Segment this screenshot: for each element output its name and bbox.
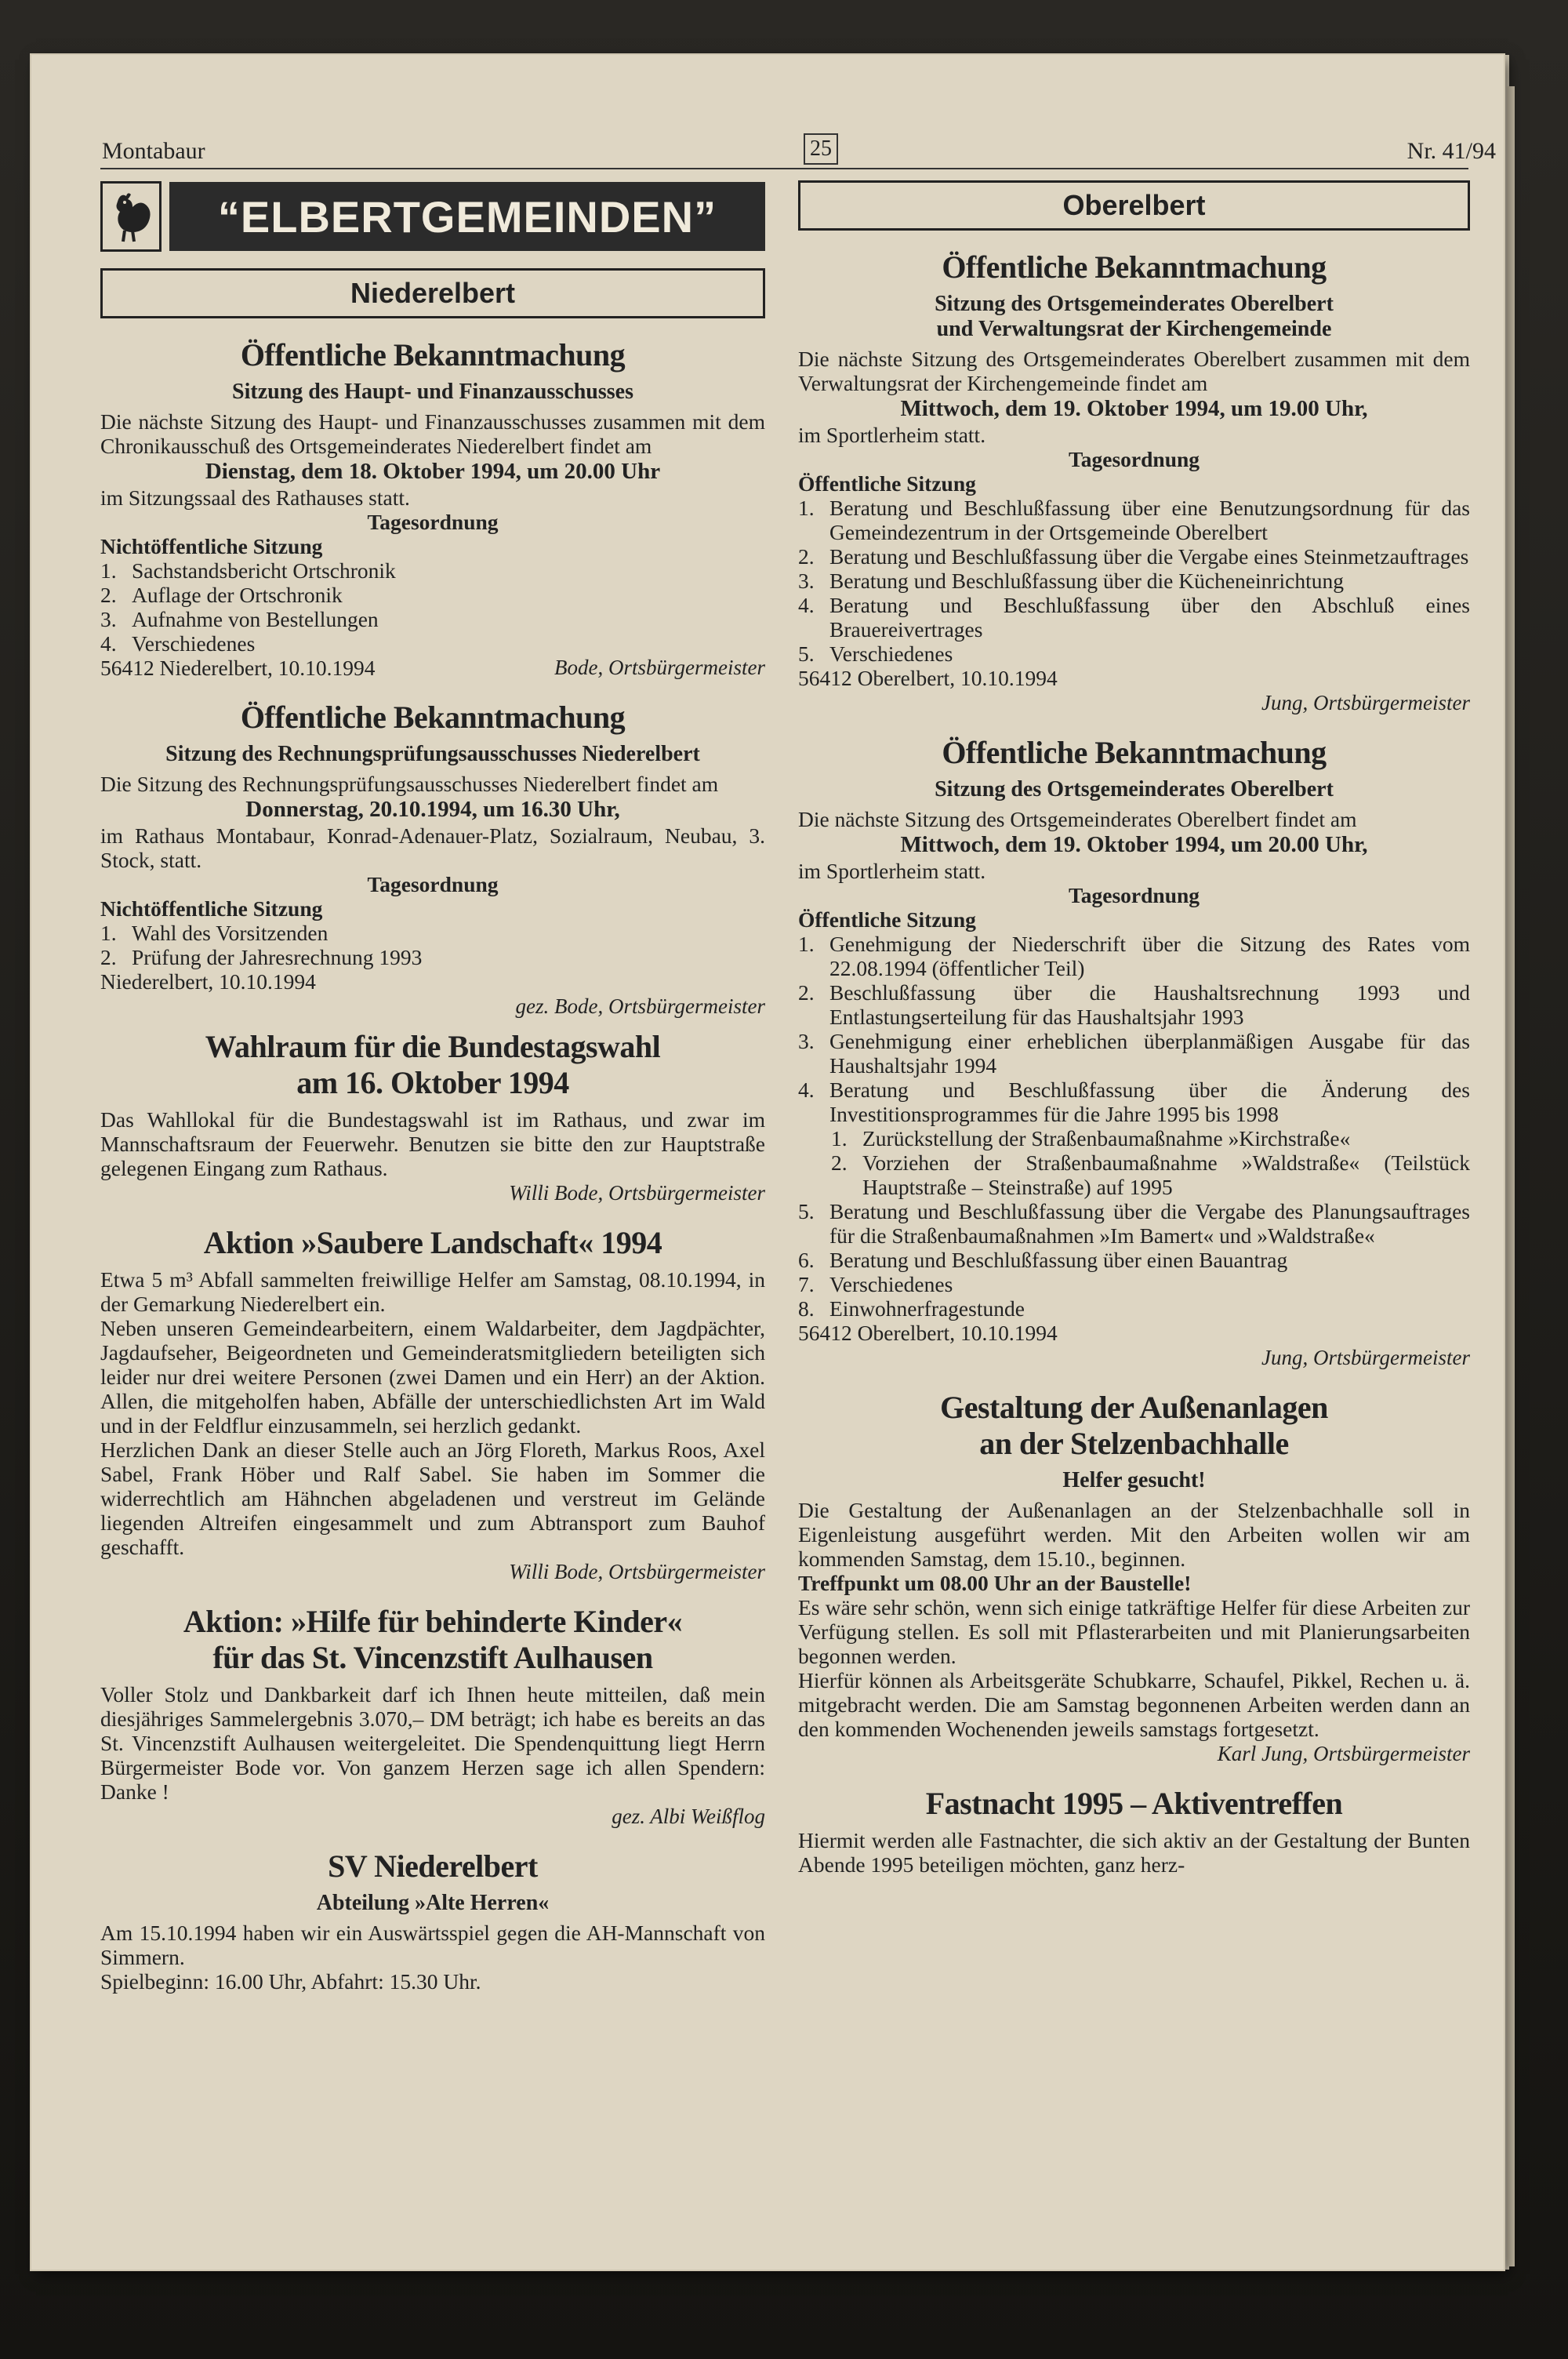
article-stelzenbachhalle bbox=[798, 1390, 1470, 1767]
article-text: Es wäre sehr schön, wenn sich einige tatkräftige Helfer für diese Arbeiten zur Verfügung stellen. Es soll mit Pflasterarbeiten und mit Planierungsarbeiten begonnen werden. bbox=[798, 1595, 1470, 1668]
article-ortsgemeinderat-verwaltungsrat bbox=[798, 249, 1470, 716]
article-text: Neben unseren Gemeindearbeitern, einem Waldarbeiter, dem Jagdpächter, Jagdaufseher, Beigeordneten und Gemeinderatsmitgliedern beteiligten sich leider nur drei weitere Personen (zwei Damen und ein Herr) an der Aktion. Allen, die mitgeholfen haben, Abfälle der unterschiedlichsten Art im Wald und in der Feldflur einzusammeln, sei herzlich gedankt. bbox=[100, 1316, 765, 1438]
signature: gez. Albi Weißflog bbox=[612, 1805, 765, 1828]
title-line: am 16. Oktober 1994 bbox=[296, 1065, 569, 1100]
list-item: 1. Wahl des Vorsitzenden bbox=[100, 921, 328, 945]
meeting-place: im Rathaus Montabaur, Konrad-Adenauer-Platz, Sozialraum, Neubau, 3. Stock, statt. bbox=[100, 823, 765, 872]
article-text: Das Wahllokal für die Bundestagswahl ist im Rathaus, und zwar im Mannschaftsraum der Feuerwehr. Benutzen sie bitte den zur Hauptstraße gelegenen Eingang zum Rathaus. bbox=[100, 1107, 765, 1180]
list-item: 4. Beratung und Beschlußfassung über den Abschluß eines Brauereivertrages bbox=[798, 593, 1470, 642]
article-text: Hierfür können als Arbeitsgeräte Schubkarre, Schaufel, Pikkel, Rechen u. ä. mitgebracht werden. Die am Samstag begonnenen Arbeiten werden dann an den kommenden Wochenenden jeweils samstags fortgesetzt. bbox=[798, 1668, 1470, 1741]
dateline: 56412 Oberelbert, 10.10.1994 bbox=[798, 666, 1058, 690]
section-heading-niederelbert: Niederelbert bbox=[100, 268, 765, 318]
article-text: Herzlichen Dank an dieser Stelle auch an Jörg Floreth, Markus Roos, Axel Sabel, Frank Höber und Ralf Sabel. Sie haben im Sommer die widerrechtlich am Hähnchen abgeladenen und verstreut im Gelände liegenden Altreifen eingesammelt und zum Abtransport zum Bauhof geschafft. bbox=[100, 1438, 765, 1559]
session-label: Öffentliche Sitzung bbox=[798, 907, 976, 932]
meeting-date: Dienstag, dem 18. Oktober 1994, um 20.00 Uhr bbox=[205, 459, 661, 484]
list-item: 8. Einwohnerfragestunde bbox=[798, 1296, 1025, 1321]
article-title bbox=[100, 1604, 765, 1676]
article-saubere-landschaft bbox=[100, 1225, 765, 1585]
title-line: an der Stelzenbachhalle bbox=[979, 1426, 1289, 1461]
signature: Jung, Ortsbürgermeister bbox=[1261, 1346, 1470, 1369]
article-intro: Die Sitzung des Rechnungsprüfungsausschusses Niederelbert findet am bbox=[100, 772, 719, 796]
list-item: 3. Genehmigung einer erheblichen überplanmäßigen Ausgabe für das Haushaltsjahr 1994 bbox=[798, 1029, 1470, 1078]
article-sv-niederelbert bbox=[100, 1848, 765, 1994]
signature: Bode, Ortsbürgermeister bbox=[554, 656, 765, 679]
article-rechnungspruefung bbox=[100, 700, 765, 1020]
article-subtitle: Sitzung des Ortsgemeinderates Oberelbert bbox=[935, 777, 1334, 801]
session-label: Nichtöffentliche Sitzung bbox=[100, 534, 323, 558]
list-item: 1. Zurückstellung der Straßenbaumaßnahme »Kirchstraße« bbox=[831, 1126, 1351, 1150]
article-intro: Die nächste Sitzung des Ortsgemeinderates Oberelbert zusammen mit dem Verwaltungsrat der Kirchengemeinde findet am bbox=[798, 347, 1470, 395]
agenda-label: Tagesordnung bbox=[367, 510, 499, 534]
right-column bbox=[798, 180, 1470, 1877]
page-header bbox=[71, 133, 1496, 168]
session-label: Nichtöffentliche Sitzung bbox=[100, 896, 323, 921]
list-item: 1. Beratung und Beschlußfassung über eine Benutzungsordnung für das Gemeindezentrum in der Ortsgemeinde Oberelbert bbox=[798, 496, 1470, 544]
list-item: 2. Prüfung der Jahresrechnung 1993 bbox=[100, 945, 423, 969]
article-hilfe-behinderte-kinder bbox=[100, 1604, 765, 1830]
article-haupt-finanzausschuss bbox=[100, 337, 765, 681]
list-item: 4. Verschiedenes bbox=[100, 631, 256, 656]
article-title: Öffentliche Bekanntmachung bbox=[942, 735, 1327, 770]
list-item: 3. Aufnahme von Bestellungen bbox=[100, 607, 379, 631]
article-title: Öffentliche Bekanntmachung bbox=[942, 249, 1327, 285]
left-column bbox=[100, 180, 765, 1994]
list-item: 3. Beratung und Beschlußfassung über die Kücheneinrichtung bbox=[798, 569, 1345, 593]
header-rule bbox=[100, 168, 1468, 169]
section-banner bbox=[100, 180, 765, 253]
agenda-list bbox=[100, 558, 765, 656]
title-line: Gestaltung der Außenanlagen bbox=[940, 1390, 1328, 1425]
meeting-place: im Sportlerheim statt. bbox=[798, 859, 986, 883]
title-line: für das St. Vincenzstift Aulhausen bbox=[212, 1640, 653, 1675]
article-title bbox=[100, 1029, 765, 1101]
meeting-place: im Sitzungssaal des Rathauses statt. bbox=[100, 485, 410, 510]
list-item: 2. Beratung und Beschlußfassung über die Vergabe eines Steinmetzauftrages bbox=[798, 544, 1469, 569]
meeting-date: Donnerstag, 20.10.1994, um 16.30 Uhr, bbox=[245, 797, 620, 822]
session-label: Öffentliche Sitzung bbox=[798, 471, 976, 496]
article-text: Die Gestaltung der Außenanlagen an der Stelzenbachhalle soll in Eigenleistung ausgeführt werden. Mit den Arbeiten wollen wir am kommenden Samstag, dem 15.10., beginnen. bbox=[798, 1498, 1470, 1571]
list-item: 1. Genehmigung der Niederschrift über die Sitzung des Rates vom 22.08.1994 (öffentlicher Teil) bbox=[798, 932, 1470, 980]
signature: Willi Bode, Ortsbürgermeister bbox=[509, 1560, 765, 1583]
article-title: Aktion »Saubere Landschaft« 1994 bbox=[203, 1225, 662, 1260]
article-subtitle: Helfer gesucht! bbox=[1062, 1468, 1206, 1492]
article-fastnacht bbox=[798, 1786, 1470, 1877]
agenda-label: Tagesordnung bbox=[1068, 883, 1200, 907]
article-subtitle: Sitzung des Haupt- und Finanzausschusses bbox=[232, 380, 633, 404]
list-item: 2. Auflage der Ortschronik bbox=[100, 583, 343, 607]
signature: gez. Bode, Ortsbürgermeister bbox=[515, 994, 765, 1018]
signature: Willi Bode, Ortsbürgermeister bbox=[509, 1181, 765, 1205]
article-title: Fastnacht 1995 – Aktiventreffen bbox=[925, 1786, 1343, 1821]
subtitle-line: und Verwaltungsrat der Kirchengemeinde bbox=[936, 317, 1332, 341]
agenda-label: Tagesordnung bbox=[367, 872, 499, 896]
article-intro: Die nächste Sitzung des Haupt- und Finanzausschusses zusammen mit dem Chronikausschuß des Ortsgemeinderates Niederelbert findet am bbox=[100, 409, 765, 458]
article-ortsgemeinderat bbox=[798, 735, 1470, 1371]
article-subtitle: Sitzung des Rechnungsprüfungsausschusses Niederelbert bbox=[165, 742, 700, 766]
meeting-place: im Sportlerheim statt. bbox=[798, 423, 986, 447]
article-text: Voller Stolz und Dankbarkeit darf ich Ihnen heute mitteilen, daß mein diesjähriges Sammelergebnis 3.070,– DM beträgt; ich habe es bereits an das St. Vincenzstift Aulhausen weitergeleitet. Die Spendenquittung liegt Herrn Bürgermeister Bode vor. Von ganzem Herzen sage ich allen Spendern: Danke ! bbox=[100, 1682, 765, 1804]
dateline: 56412 Oberelbert, 10.10.1994 bbox=[798, 1321, 1058, 1345]
article-text: Etwa 5 m³ Abfall sammelten freiwillige Helfer am Samstag, 08.10.1994, in der Gemarkung Niederelbert ein. bbox=[100, 1267, 765, 1316]
article-subtitle bbox=[798, 292, 1470, 342]
list-item: 6. Beratung und Beschlußfassung über einen Bauantrag bbox=[798, 1248, 1288, 1272]
article-intro: Die nächste Sitzung des Ortsgemeinderates Oberelbert findet am bbox=[798, 807, 1357, 831]
page-number: 25 bbox=[804, 133, 838, 165]
article-wahlraum bbox=[100, 1029, 765, 1206]
title-line: Wahlraum für die Bundestagswahl bbox=[205, 1029, 661, 1064]
page-edge-under bbox=[1507, 86, 1515, 2266]
rooster-icon bbox=[100, 181, 162, 252]
dateline: Niederelbert, 10.10.1994 bbox=[100, 969, 316, 994]
list-item: 5. Verschiedenes bbox=[798, 642, 953, 666]
dateline: 56412 Niederelbert, 10.10.1994 bbox=[100, 656, 376, 680]
subtitle-line: Sitzung des Ortsgemeinderates Oberelbert bbox=[935, 292, 1334, 316]
agenda-sublist bbox=[798, 1126, 1470, 1199]
article-title: Öffentliche Bekanntmachung bbox=[240, 337, 626, 373]
article-text: Spielbeginn: 16.00 Uhr, Abfahrt: 15.30 Uhr. bbox=[100, 1969, 481, 1994]
article-subtitle: Abteilung »Alte Herren« bbox=[316, 1891, 550, 1915]
article-title bbox=[798, 1390, 1470, 1462]
issue-number: Nr. 41/94 bbox=[1406, 138, 1496, 164]
list-item: 2. Beschlußfassung über die Haushaltsrechnung 1993 und Entlastungserteilung für das Haushaltsjahr 1993 bbox=[798, 980, 1470, 1029]
article-title: Öffentliche Bekanntmachung bbox=[240, 700, 626, 735]
list-item: 1. Sachstandsbericht Ortschronik bbox=[100, 558, 396, 583]
agenda-label: Tagesordnung bbox=[1068, 447, 1200, 471]
list-item: 7. Verschiedenes bbox=[798, 1272, 953, 1296]
article-text: Am 15.10.1994 haben wir ein Auswärtsspiel gegen die AH-Mannschaft von Simmern. bbox=[100, 1921, 765, 1969]
list-item: 5. Beratung und Beschlußfassung über die Vergabe des Planungsauftrages für die Straßenbaumaßnahmen »Im Bamert« und »Waldstraße« bbox=[798, 1199, 1470, 1248]
list-item: 2. Vorziehen der Straßenbaumaßnahme »Waldstraße« (Teilstück Hauptstraße – Steinstraße) auf 1995 bbox=[831, 1150, 1470, 1199]
meeting-date: Mittwoch, dem 19. Oktober 1994, um 19.00 Uhr, bbox=[900, 396, 1368, 421]
signature: Jung, Ortsbürgermeister bbox=[1261, 691, 1470, 714]
article-title: SV Niederelbert bbox=[328, 1848, 538, 1884]
title-line: Aktion: »Hilfe für behinderte Kinder« bbox=[183, 1604, 683, 1639]
section-heading-oberelbert: Oberelbert bbox=[798, 180, 1470, 231]
meeting-date: Mittwoch, dem 19. Oktober 1994, um 20.00 Uhr, bbox=[900, 832, 1368, 857]
agenda-list bbox=[798, 1199, 1470, 1321]
agenda-list bbox=[100, 921, 765, 969]
agenda-list bbox=[798, 496, 1470, 666]
meeting-point: Treffpunkt um 08.00 Uhr an der Baustelle! bbox=[798, 1571, 1192, 1595]
signature: Karl Jung, Ortsbürgermeister bbox=[1217, 1742, 1470, 1765]
list-item: 4. Beratung und Beschlußfassung über die Änderung des Investitionsprogrammes für die Jahre 1995 bis 1998 bbox=[798, 1078, 1470, 1126]
article-text: Hiermit werden alle Fastnachter, die sich aktiv an der Gestaltung der Bunten Abende 1995 beteiligen möchten, ganz herz- bbox=[798, 1828, 1470, 1877]
banner-title: “ELBERTGEMEINDEN” bbox=[169, 182, 765, 251]
header-town: Montabaur bbox=[102, 138, 205, 164]
agenda-list bbox=[798, 932, 1470, 1126]
